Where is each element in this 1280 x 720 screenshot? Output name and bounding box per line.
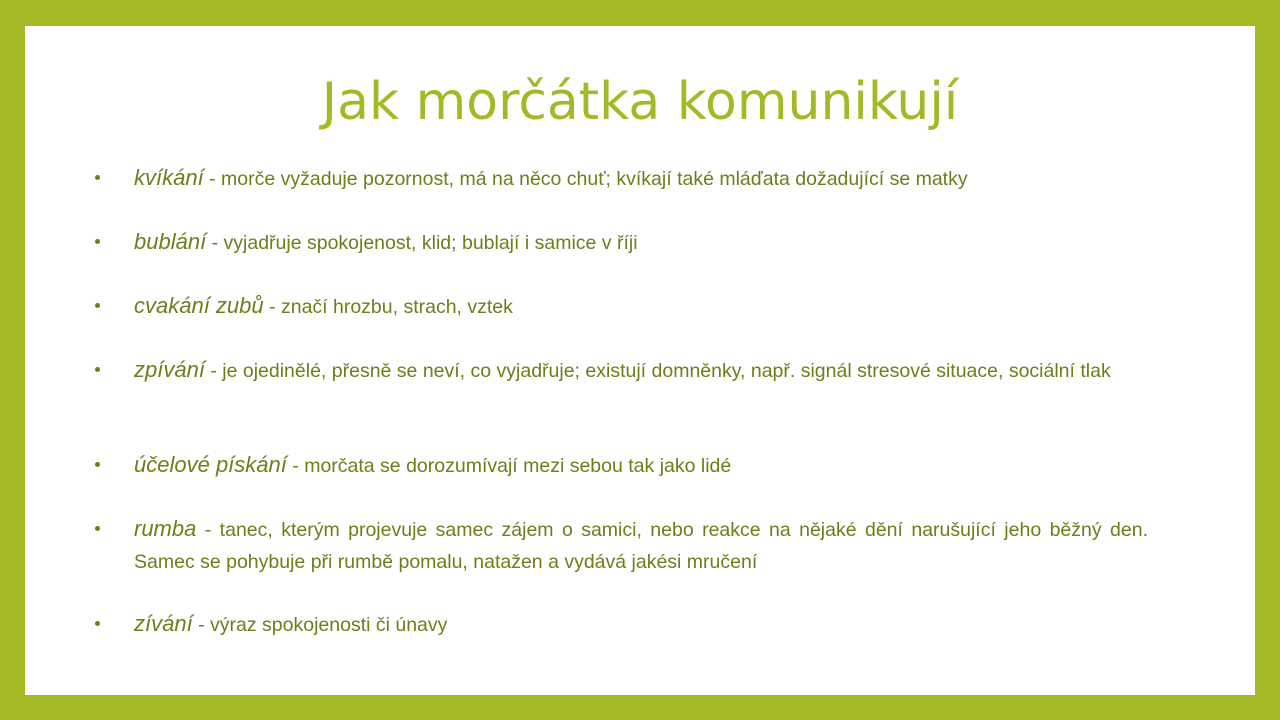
item-text: - morčata se dorozumívají mezi sebou tak jako lidé (286, 455, 732, 477)
bullet-dot-icon (95, 239, 100, 244)
item-text: - je ojedinělé, přesně se neví, co vyjadřuje; existují domněnky, např. signál stresové situace, sociální tlak (204, 360, 1111, 382)
item-text: - vyjadřuje spokojenost, klid; bublají i samice v říji (206, 232, 638, 254)
bullet-dot-icon (95, 462, 100, 467)
item-term: rumba (134, 516, 197, 541)
item-term: cvakání zubů (134, 293, 264, 318)
item-text: - značí hrozbu, strach, vztek (263, 296, 513, 318)
list-item (95, 354, 1148, 449)
item-term: zívání (134, 611, 193, 636)
item-text: - výraz spokojenosti či únavy (192, 614, 448, 636)
slide-title: Jak morčátka komunikují (321, 72, 959, 132)
item-term: kvíkání (134, 165, 204, 190)
bullet-dot-icon (95, 526, 100, 531)
bullet-dot-icon (95, 175, 100, 180)
list-item (95, 162, 1148, 226)
item-text: - morče vyžaduje pozornost, má na něco chuť; kvíkají také mláďata dožadující se matky (203, 168, 968, 190)
list-item (95, 513, 1148, 608)
bullet-dot-icon (95, 621, 100, 626)
slide-canvas (25, 26, 1255, 695)
bullet-dot-icon (95, 303, 100, 308)
list-item (95, 290, 1148, 354)
list-item (95, 449, 1148, 513)
item-text: - tanec, kterým projevuje samec zájem o samici, nebo reakce na nějaké dění narušující jeho běžný den. Samec se pohybuje při rumbě pomalu, natažen a vydává jakési mručení (134, 519, 1148, 573)
item-term: účelové pískání (134, 452, 287, 477)
list-item (95, 226, 1148, 290)
bullet-list (95, 162, 1148, 642)
item-term: bublání (134, 229, 207, 254)
list-item (95, 608, 1148, 642)
item-term: zpívání (134, 357, 205, 382)
bullet-dot-icon (95, 367, 100, 372)
